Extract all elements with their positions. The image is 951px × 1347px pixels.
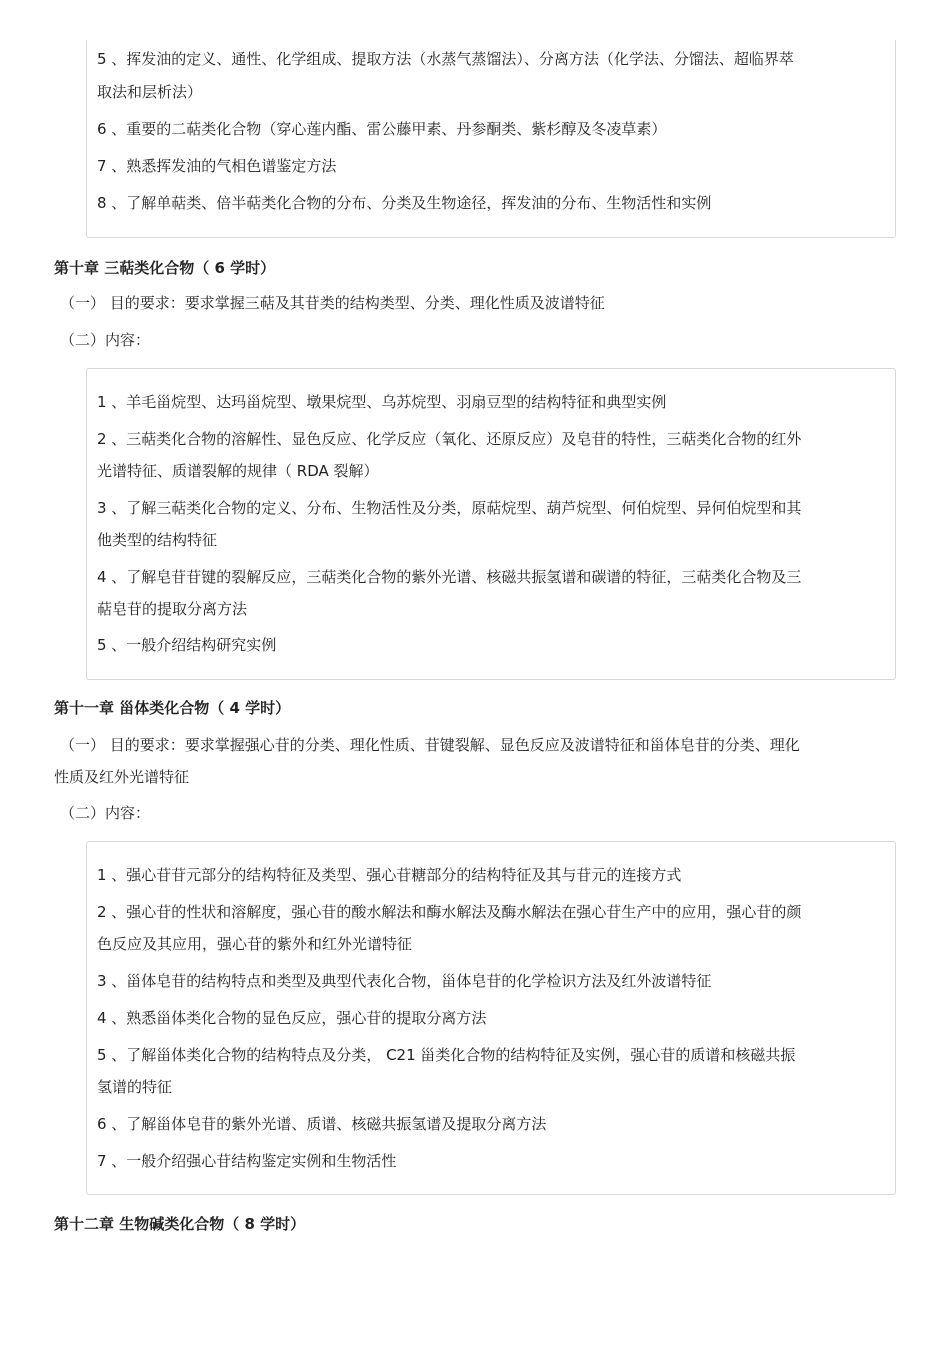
list-item-line: 4 、了解皂苷苷键的裂解反应，三萜类化合物的紫外光谱、核磁共振氢谱和碳谱的特征，三萜类化合物及三 [97, 568, 802, 586]
chapter-10-content-label: （二）内容： [60, 331, 151, 349]
chapter-12-title: 第十二章 生物碱类化合物（ 8 学时） [54, 1215, 306, 1233]
list-item-line: 色反应及其应用，强心苷的紫外和红外光谱特征 [97, 935, 413, 953]
list-item-line: 1 、羊毛甾烷型、达玛甾烷型、墩果烷型、乌苏烷型、羽扇豆型的结构特征和典型实例 [97, 393, 667, 411]
list-item-line: 6 、了解甾体皂苷的紫外光谱、质谱、核磁共振氢谱及提取分离方法 [97, 1115, 547, 1133]
list-item-line: 4 、熟悉甾体类化合物的显色反应，强心苷的提取分离方法 [97, 1009, 487, 1027]
chapter-11-goal-line-1: （一） 目的要求：要求掌握强心苷的分类、理化性质、苷键裂解、显色反应及波谱特征和甾体皂苷的分类、理化 [60, 736, 800, 754]
list-item-line: 3 、甾体皂苷的结构特点和类型及典型代表化合物，甾体皂苷的化学检识方法及红外波谱特征 [97, 972, 712, 990]
list-item-line: 3 、了解三萜类化合物的定义、分布、生物活性及分类，原萜烷型、葫芦烷型、何伯烷型、异何伯烷型和其 [97, 499, 802, 517]
list-item-line: 6 、重要的二萜类化合物（穿心莲内酯、雷公藤甲素、丹参酮类、紫杉醇及冬凌草素） [97, 120, 667, 138]
chapter-11-title: 第十一章 甾体类化合物（ 4 学时） [54, 699, 291, 717]
list-item-line: 5 、挥发油的定义、通性、化学组成、提取方法（水蒸气蒸馏法）、分离方法（化学法、分馏法、超临界萃 [97, 50, 794, 68]
chapter-11-goal-line-2: 性质及红外光谱特征 [54, 768, 190, 786]
list-item-line: 1 、强心苷苷元部分的结构特征及类型、强心苷糖部分的结构特征及其与苷元的连接方式 [97, 866, 682, 884]
list-item-line: 8 、了解单萜类、倍半萜类化合物的分布、分类及生物途径，挥发油的分布、生物活性和实例 [97, 194, 712, 212]
list-item-line: 5 、了解甾体类化合物的结构特点及分类， C21 甾类化合物的结构特征及实例，强心苷的质谱和核磁共振 [97, 1046, 796, 1064]
chapter-10-goal: （一） 目的要求：要求掌握三萜及其苷类的结构类型、分类、理化性质及波谱特征 [60, 294, 605, 312]
chapter-11-content-label: （二）内容： [60, 804, 151, 822]
list-item-line: 5 、一般介绍结构研究实例 [97, 636, 277, 654]
chapter-10-title: 第十章 三萜类化合物（ 6 学时） [54, 259, 276, 277]
list-item-line: 萜皂苷的提取分离方法 [97, 600, 248, 618]
list-item-line: 7 、一般介绍强心苷结构鉴定实例和生物活性 [97, 1152, 397, 1170]
list-item-line: 他类型的结构特征 [97, 531, 218, 549]
list-item-line: 氢谱的特征 [97, 1078, 173, 1096]
list-item-line: 2 、强心苷的性状和溶解度，强心苷的酸水解法和酶水解法及酶水解法在强心苷生产中的应用，强心苷的颜 [97, 903, 802, 921]
list-item-line: 7 、熟悉挥发油的气相色谱鉴定方法 [97, 157, 337, 175]
list-item-line: 2 、三萜类化合物的溶解性、显色反应、化学反应（氧化、还原反应）及皂苷的特性，三萜类化合物的红外 [97, 430, 802, 448]
list-item-line: 光谱特征、质谱裂解的规律（ RDA 裂解） [97, 462, 379, 480]
list-item-line: 取法和层析法） [97, 83, 203, 101]
